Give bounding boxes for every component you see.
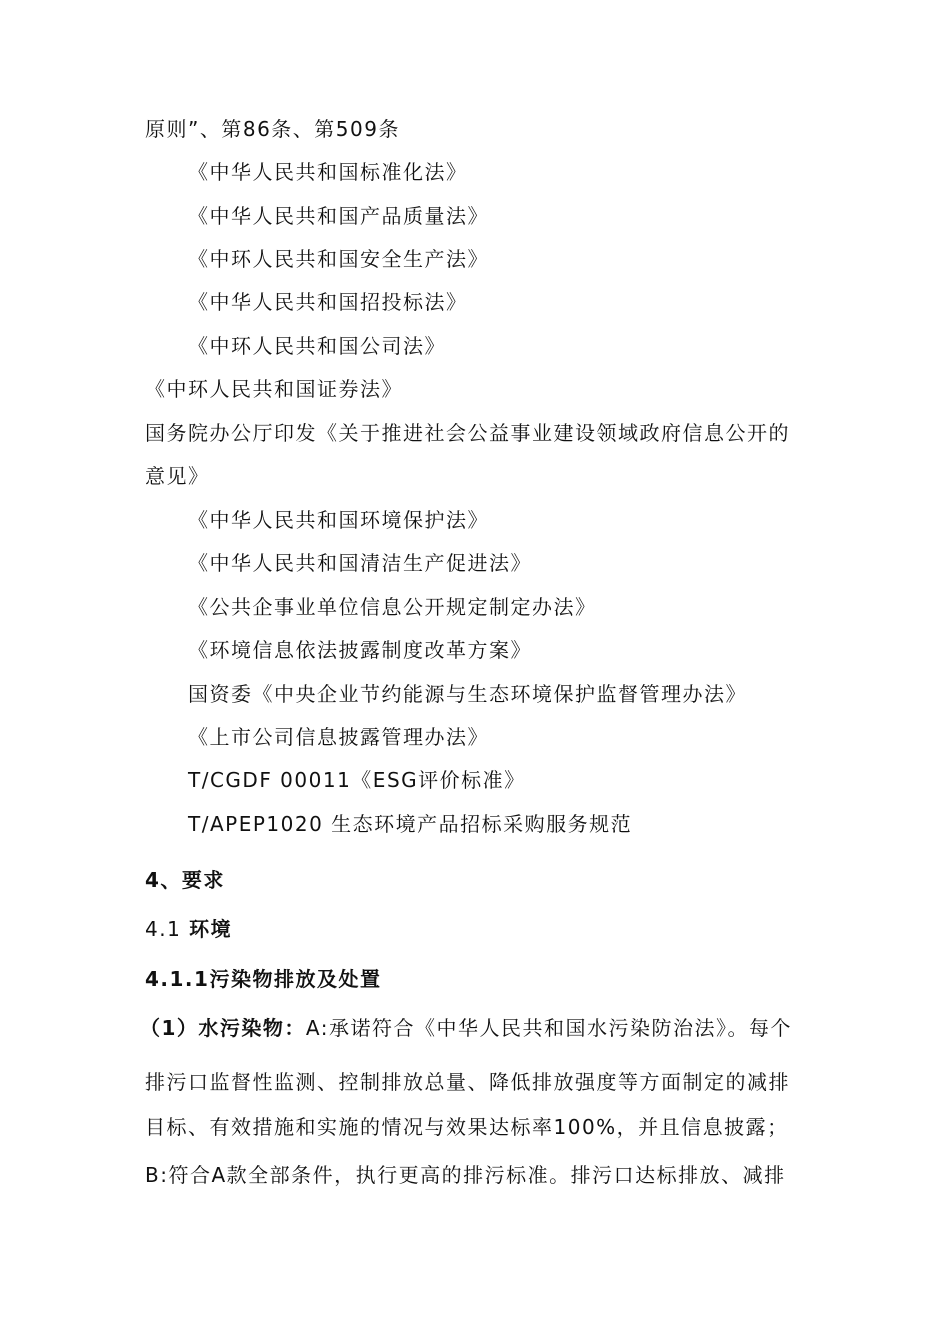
text-line: 《中华人民共和国环境保护法》: [188, 508, 489, 532]
section-heading-4-1-1: 4.1.1污染物排放及处置: [145, 967, 382, 991]
text-line: 意见》: [145, 464, 210, 488]
text-line: T/APEP1020 生态环境产品招标采购服务规范: [188, 812, 633, 836]
text-line: 《中环人民共和国公司法》: [188, 334, 446, 358]
text-line: 《中华人民共和国招投标法》: [188, 290, 468, 314]
section-heading-4-1: [145, 917, 232, 941]
paragraph-line: 目标、有效措施和实施的情况与效果达标率100%，并且信息披露；: [145, 1115, 789, 1139]
item-1-text: A:承诺符合《中华人民共和国水污染防治法》。每个: [305, 1016, 792, 1040]
paragraph-line: 排污口监督性监测、控制排放总量、降低排放强度等方面制定的减排: [145, 1070, 790, 1094]
text-line: 《环境信息依法披露制度改革方案》: [188, 638, 532, 662]
text-line: 国务院办公厅印发《关于推进社会公益事业建设领域政府信息公开的: [145, 421, 790, 445]
item-1-first-line: [140, 1016, 792, 1040]
text-line: 《中环人民共和国证券法》: [145, 377, 403, 401]
text-line: 《中华人民共和国产品质量法》: [188, 204, 489, 228]
paragraph-line: B:符合A款全部条件，执行更高的排污标准。排污口达标排放、减排: [145, 1163, 786, 1187]
text-line: T/CGDF 00011《ESG评价标准》: [188, 768, 526, 792]
section-number: 4.1: [145, 917, 190, 941]
text-line: 《上市公司信息披露管理办法》: [188, 725, 489, 749]
text-line: 《中华人民共和国标准化法》: [188, 160, 468, 184]
item-1-label: （1）水污染物：: [140, 1016, 306, 1040]
text-line: 《中华人民共和国清洁生产促进法》: [188, 551, 532, 575]
text-line: 《公共企事业单位信息公开规定制定办法》: [188, 595, 597, 619]
section-title: 环境: [189, 917, 233, 941]
text-line: 《中环人民共和国安全生产法》: [188, 247, 489, 271]
text-line: 国资委《中央企业节约能源与生态环境保护监督管理办法》: [188, 682, 747, 706]
text-line: 原则”、第86条、第509条: [145, 117, 400, 141]
section-heading-4: 4、要求: [145, 868, 225, 892]
